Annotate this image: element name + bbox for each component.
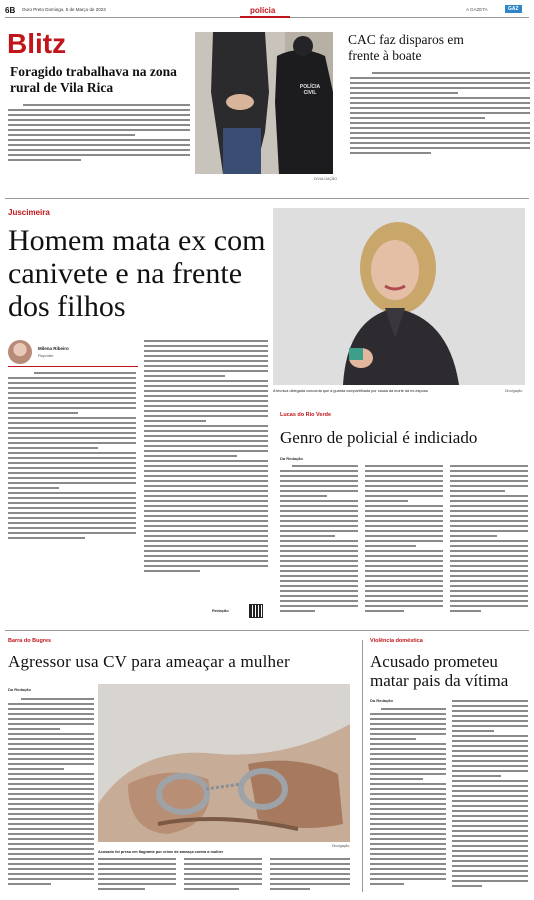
agressor-photo-caption: Acusado foi preso em flagrante por crime de ameaça contra a mulher bbox=[98, 850, 224, 854]
author-role: Repórter bbox=[38, 353, 54, 358]
genro-body-col3 bbox=[450, 465, 528, 620]
paper-logo: A GAZETA bbox=[466, 7, 488, 12]
blitz-headline: Foragido trabalhava na zona rural de Vila Rica bbox=[10, 64, 177, 95]
blitz-photo bbox=[195, 32, 333, 174]
page-header bbox=[0, 0, 534, 22]
acusado-headline: Acusado prometeu matar pais da vítima bbox=[370, 652, 509, 690]
agressor-body-col1 bbox=[8, 698, 94, 898]
agressor-photo-illustration bbox=[98, 684, 350, 842]
divider-3 bbox=[362, 640, 363, 892]
agressor-headline: Agressor usa CV para ameaçar a mulher bbox=[8, 652, 290, 671]
blitz-article bbox=[0, 22, 340, 197]
badge: GAZ bbox=[505, 5, 522, 13]
cac-article bbox=[340, 22, 534, 197]
acusado-body-col2 bbox=[452, 700, 528, 898]
acusado-byline: Da Redação bbox=[370, 698, 393, 703]
blitz-body bbox=[8, 104, 190, 199]
homem-article bbox=[0, 200, 534, 628]
blitz-photo-credit: DIVULGAÇÃO bbox=[314, 177, 337, 181]
acusado-kicker: Violência doméstica bbox=[370, 638, 423, 644]
date-line: Ouro Preto Domingo, 5 de Março de 2023 bbox=[22, 7, 106, 12]
homem-signoff: Redação bbox=[212, 608, 229, 613]
agressor-body-col3 bbox=[184, 858, 262, 898]
page-number: 6B bbox=[5, 6, 16, 15]
acusado-article bbox=[364, 632, 534, 900]
cac-headline: CAC faz disparos em frente à boate bbox=[348, 32, 464, 63]
homem-body-col1 bbox=[8, 372, 136, 617]
acusado-body-col1 bbox=[370, 708, 446, 898]
blitz-photo-illustration bbox=[195, 32, 333, 174]
agressor-body-col2 bbox=[98, 858, 176, 898]
homem-body-col2 bbox=[144, 340, 268, 605]
genro-body-col2 bbox=[365, 465, 443, 620]
homem-kicker: Juscimeira bbox=[8, 208, 50, 217]
homem-photo bbox=[273, 208, 525, 385]
qr-code-icon bbox=[250, 605, 262, 617]
genro-byline: Da Redação bbox=[280, 456, 303, 461]
header-red-accent bbox=[240, 16, 290, 18]
homem-headline: Homem mata ex com canivete e na frente dos filhos bbox=[8, 224, 266, 323]
homem-author bbox=[8, 338, 138, 364]
divider-2 bbox=[5, 630, 529, 631]
agressor-photo-credit: Divulgação bbox=[332, 844, 350, 848]
genro-body-col1 bbox=[280, 465, 358, 620]
homem-photo-credit: Divulgação bbox=[505, 389, 523, 393]
genro-headline: Genro de policial é indiciado bbox=[280, 428, 478, 447]
agressor-byline: Da Redação bbox=[8, 687, 31, 692]
cac-body bbox=[350, 72, 530, 190]
agressor-kicker: Barra do Bugres bbox=[8, 638, 52, 644]
author-rule bbox=[8, 366, 138, 367]
homem-photo-illustration bbox=[273, 208, 525, 385]
section-name: polícia bbox=[250, 6, 276, 15]
agressor-body-col4 bbox=[270, 858, 350, 898]
genro-kicker: Lucas do Rio Verde bbox=[280, 412, 332, 418]
blitz-kicker: Blitz bbox=[7, 28, 67, 59]
homem-photo-caption: A técnica delegada concorda que a guarda compartilhada por causa da morte da ex-esposa bbox=[273, 389, 428, 393]
author-name: Milena Ribeiro bbox=[38, 346, 69, 351]
agressor-article bbox=[0, 632, 360, 900]
author-avatar bbox=[8, 340, 32, 364]
agressor-photo bbox=[98, 684, 350, 842]
divider-1 bbox=[5, 198, 529, 199]
police-vest-text: POLÍCIA CIVIL bbox=[299, 84, 321, 96]
